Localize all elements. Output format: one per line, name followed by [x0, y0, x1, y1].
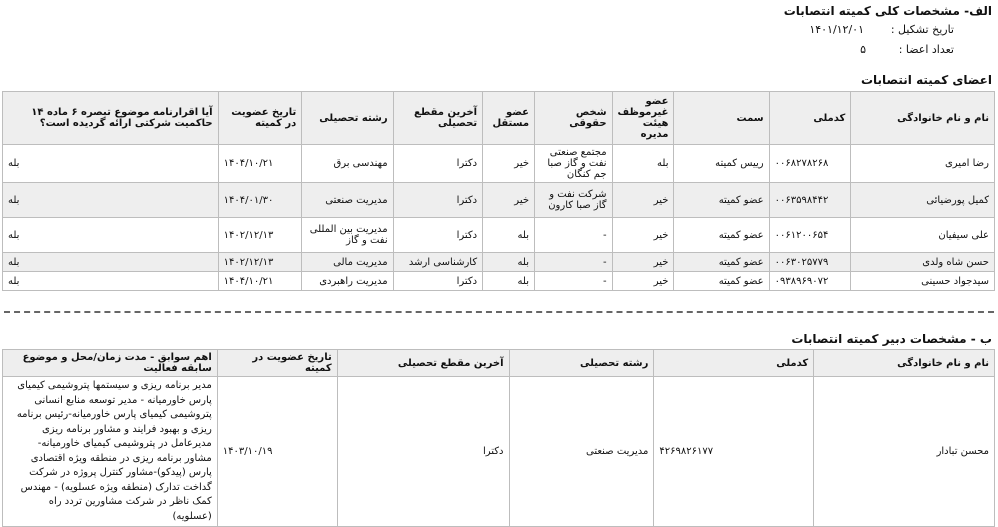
secretary-national-id: ۴۲۶۹۸۲۶۱۷۷ [654, 377, 814, 527]
table-row [3, 253, 995, 272]
member-degree: دکترا [393, 183, 482, 218]
member-degree: دکترا [393, 218, 482, 253]
col-header-membership-date: تاریخ عضویت در کمیته [218, 92, 302, 145]
table-row [3, 145, 995, 183]
member-national-id: ۰۹۳۸۹۶۹۰۷۲ [769, 272, 851, 291]
col-header-secretary-national-id: کدملی [654, 350, 814, 377]
formation-date-value: ۱۴۰۱/۱۲/۰۱ [809, 23, 864, 36]
table-row [3, 272, 995, 291]
member-field: مدیریت بین المللی نفت و گاز [302, 218, 393, 253]
member-non-executive: خیر [612, 183, 674, 218]
member-legal-entity: - [535, 272, 613, 291]
table-row [3, 377, 995, 527]
secretary-header-row [3, 350, 995, 377]
member-non-executive: خیر [612, 253, 674, 272]
member-field: مدیریت صنعتی [302, 183, 393, 218]
member-field: مهندسی برق [302, 145, 393, 183]
member-membership-date: ۱۴۰۴/۰۱/۳۰ [218, 183, 302, 218]
secretary-degree: دکترا [337, 377, 509, 527]
section-b-title: ب - مشخصات دبیر کمیته انتصابات [791, 332, 992, 346]
member-legal-entity: مجتمع صنعتی نفت و گاز صبا جم کنگان [535, 145, 613, 183]
col-header-secretary-experience: اهم سوابق - مدت زمان/محل و موضوع سابقه فعالیت [3, 350, 218, 377]
member-degree: کارشناسی ارشد [393, 253, 482, 272]
section-a-title: الف- مشخصات کلی کمیته انتصابات [783, 4, 992, 18]
secretary-field: مدیریت صنعتی [509, 377, 654, 527]
col-header-secretary-degree: آخرین مقطع تحصیلی [337, 350, 509, 377]
members-header-row [3, 92, 995, 145]
col-header-non-executive: عضو غیرموظف هیئت مدیره [612, 92, 674, 145]
secretary-membership-date: ۱۴۰۳/۱۰/۱۹ [217, 377, 337, 527]
member-independent: بله [483, 218, 535, 253]
member-national-id: ۰۰۶۱۲۰۰۶۵۴ [769, 218, 851, 253]
member-national-id: ۰۰۶۳۰۲۵۷۷۹ [769, 253, 851, 272]
col-header-national-id: کدملی [769, 92, 851, 145]
secretary-experience: مدیر برنامه ریزی و سیستمها پتروشیمی کیمیای پارس خاورمیانه - مدیر توسعه منابع انسانی پتروشیمی کیمیای پارس خاورمیانه-رئیس برنامه ریزی و بهبود فرایند و مشاور برنامه ریزی مدیرعامل در پتروشیمی کیمیای خاورمیانه- مشاور برنامه ریزی در منطقه ویژه اقتصادی پارس (پیدکو)-مشاور کنترل پروژه در شرکت گداخت تدارک (منطقه ویژه عسلویه) - مهندس کمک ناظر در شرکت مشاورین تردد راه (عسلویه) [3, 377, 218, 527]
col-header-field: رشته تحصیلی [302, 92, 393, 145]
col-header-legal-entity: شخص حقوقی [535, 92, 613, 145]
member-legal-entity: شرکت نفت و گاز صبا کارون [535, 183, 613, 218]
member-independent: خیر [483, 183, 535, 218]
member-position: عضو کمیته [674, 218, 769, 253]
col-header-secretary-field: رشته تحصیلی [509, 350, 654, 377]
member-membership-date: ۱۴۰۲/۱۲/۱۳ [218, 253, 302, 272]
member-name: کمیل پورضیائی [851, 183, 995, 218]
member-national-id: ۰۰۶۳۵۹۸۴۴۲ [769, 183, 851, 218]
col-header-secretary-name: نام و نام خانوادگی [814, 350, 995, 377]
col-header-degree: آخرین مقطع تحصیلی [393, 92, 482, 145]
member-name: رضا امیری [851, 145, 995, 183]
member-field: مدیریت مالی [302, 253, 393, 272]
member-degree: دکترا [393, 145, 482, 183]
col-header-independent: عضو مستقل [483, 92, 535, 145]
member-position: عضو کمیته [674, 253, 769, 272]
member-position: عضو کمیته [674, 183, 769, 218]
member-declaration: بله [3, 183, 219, 218]
table-row [3, 183, 995, 218]
section-divider [4, 311, 994, 313]
col-header-secretary-membership-date: تاریخ عضویت در کمیته [217, 350, 337, 377]
table-row [3, 218, 995, 253]
member-national-id: ۰۰۶۸۲۷۸۲۶۸ [769, 145, 851, 183]
member-membership-date: ۱۴۰۴/۱۰/۲۱ [218, 272, 302, 291]
formation-date-label: تاریخ تشکیل : [890, 23, 954, 36]
secretary-name: محسن تبادار [814, 377, 995, 527]
member-independent: خیر [483, 145, 535, 183]
member-membership-date: ۱۴۰۲/۱۲/۱۳ [218, 218, 302, 253]
col-header-position: سمت [674, 92, 769, 145]
secretary-table [2, 349, 995, 527]
member-non-executive: بله [612, 145, 674, 183]
member-declaration: بله [3, 145, 219, 183]
member-declaration: بله [3, 218, 219, 253]
member-count-value: ۵ [860, 43, 866, 56]
member-count-label: تعداد اعضا : [898, 43, 954, 56]
member-declaration: بله [3, 272, 219, 291]
member-non-executive: خیر [612, 218, 674, 253]
member-position: عضو کمیته [674, 272, 769, 291]
member-membership-date: ۱۴۰۴/۱۰/۲۱ [218, 145, 302, 183]
member-legal-entity: - [535, 253, 613, 272]
members-table [2, 91, 995, 291]
col-header-declaration: آیا اقرارنامه موضوع تبصره ۶ ماده ۱۴ حاکمیت شرکتی ارائه گردیده است؟ [3, 92, 219, 145]
member-name: علی سیفیان [851, 218, 995, 253]
col-header-name: نام و نام خانوادگی [851, 92, 995, 145]
member-name: حسن شاه ولدی [851, 253, 995, 272]
member-name: سیدجواد حسینی [851, 272, 995, 291]
member-field: مدیریت راهبردی [302, 272, 393, 291]
member-independent: بله [483, 272, 535, 291]
member-declaration: بله [3, 253, 219, 272]
member-independent: بله [483, 253, 535, 272]
member-legal-entity: - [535, 218, 613, 253]
member-degree: دکترا [393, 272, 482, 291]
member-position: رییس کمیته [674, 145, 769, 183]
member-non-executive: خیر [612, 272, 674, 291]
members-section-title: اعضای کمیته انتصابات [860, 73, 992, 87]
